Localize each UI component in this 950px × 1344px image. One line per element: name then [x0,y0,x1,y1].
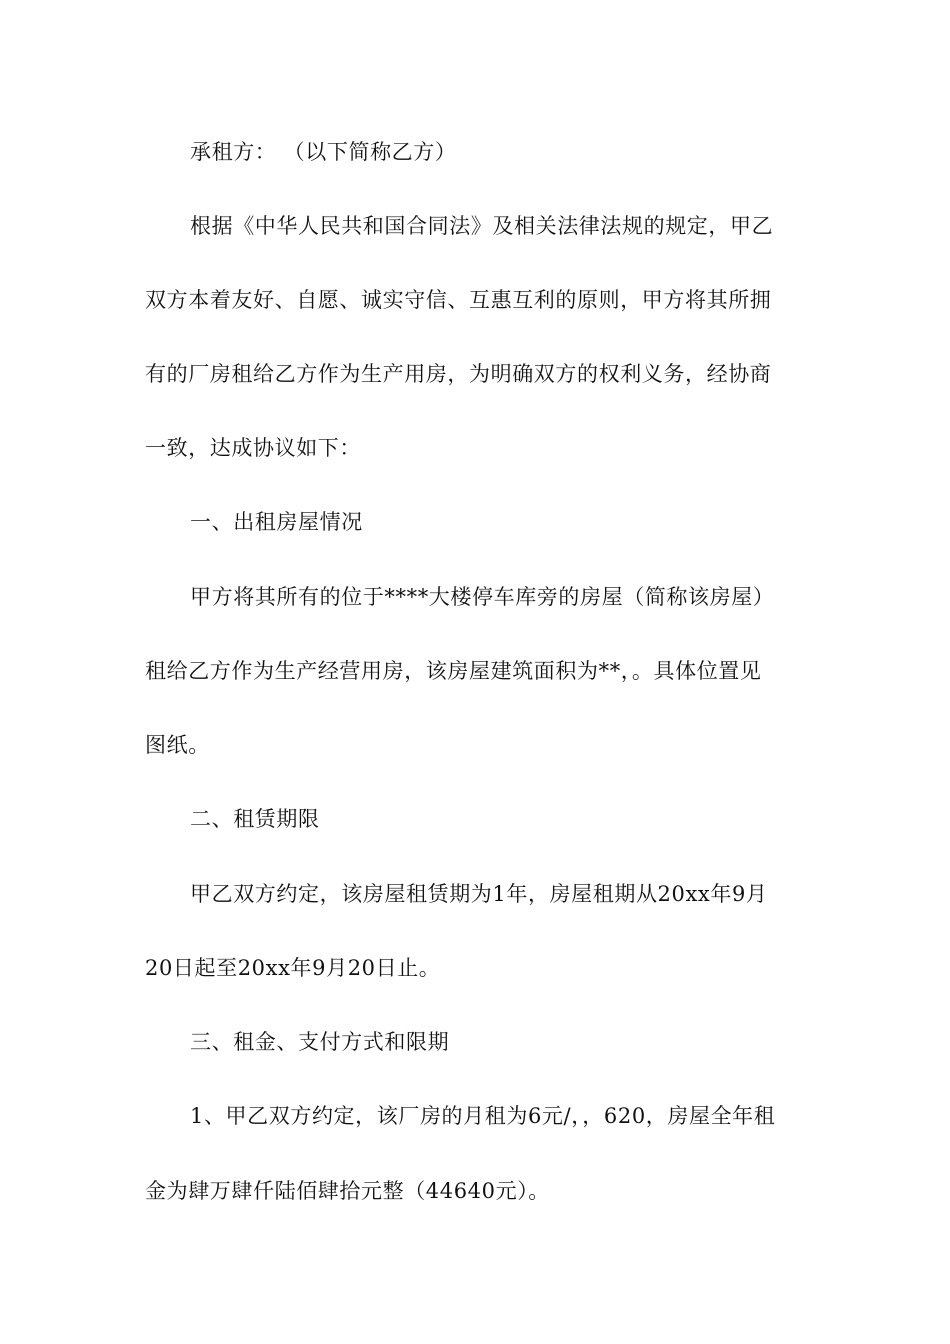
section-heading-3: 三、租金、支付方式和限期 [190,1030,450,1054]
section-heading-2: 二、租赁期限 [190,807,320,831]
lessee-line: 承租方： （以下简称乙方） [190,140,457,164]
paragraph-line: 根据《中华人民共和国合同法》及相关法律法规的规定，甲乙 [190,214,774,238]
paragraph-line: 甲乙双方约定，该房屋租赁期为1年，房屋租期从20xx年9月 [190,882,768,906]
paragraph-line: 20日起至20xx年9月20日止。 [145,956,441,980]
paragraph-line: 图纸。 [145,733,210,757]
paragraph-line: 1、甲乙双方约定，该厂房的月租为6元/，，620，房屋全年租 [190,1104,776,1128]
paragraph-line: 一致，达成协议如下： [145,436,361,460]
paragraph-line: 金为肆万肆仟陆佰肆拾元整（44640元）。 [145,1179,550,1203]
section-heading-1: 一、出租房屋情况 [190,510,363,534]
paragraph-line: 甲方将其所有的位于****大楼停车库旁的房屋（简称该房屋） [190,585,775,609]
paragraph-line: 有的厂房租给乙方作为生产用房，为明确双方的权利义务，经协商 [145,362,772,386]
paragraph-line: 双方本着友好、自愿、诚实守信、互惠互利的原则，甲方将其所拥 [145,288,772,312]
paragraph-line: 租给乙方作为生产经营用房，该房屋建筑面积为**，。具体位置见 [145,659,762,683]
